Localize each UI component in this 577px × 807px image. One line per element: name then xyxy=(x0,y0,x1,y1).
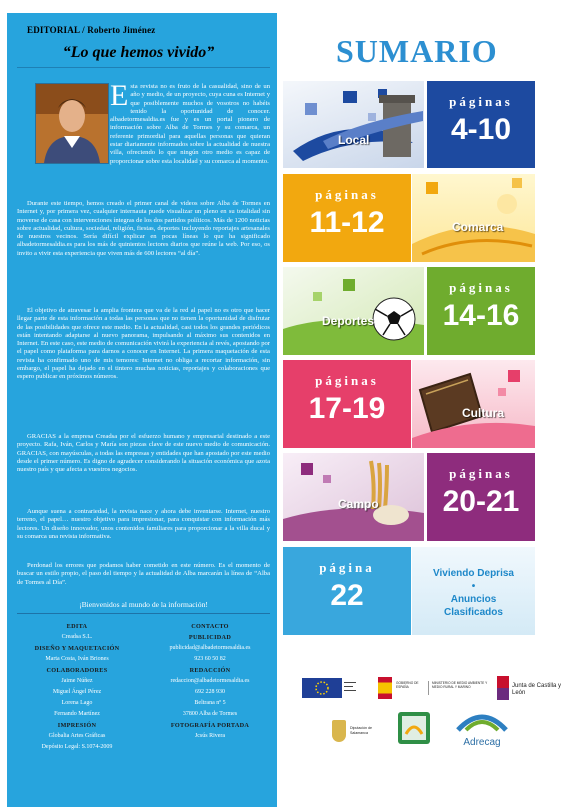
editorial-text-p1 xyxy=(17,79,270,166)
leader-logo xyxy=(398,712,430,744)
diputacion-logo: Diputación de Salamanca xyxy=(350,726,372,735)
paginas-label: páginas xyxy=(449,466,513,481)
paragraph-1: sta revista no es fruto de la casualidad, sino de un año y medio, de un proyecto, cuya cuna es Internet y que posiblemente muchos de vosotros no habéis tenido la oportunidad de conocer. albadetormesaldia.es fue y es un portal pionero de información sobre Alba de Tormes y su comarca, un referente primordial para aquellas personas que quieran estar diariamente informados sobre la actualidad de nuestra villa, ofreciendo lo que ningún otro medio es capaz de proporcionar sobre esta localidad y su comarca al momento. xyxy=(110,83,270,165)
paragraph-3: El objetivo de atravesar la amplia frontera que va de la red al papel no es otro que hacer llegar parte de esta información a todas las personas que no tienen la oportunidad de disfrutar de las posibilidades que ofrece este medio. En la actualidad, casi todos los grandes periódicos están intentando adaptarse al nuevo panorama, impulsando al máximo sus contenidos en Internet. En este caso, este medio de comunicación vivirá la experiencia al revés, apostando por el papel como plataforma para darnos a conocer en Internet. La primera maquetación de esta revista ha confirmado uno de mis temores: Internet no obliga a recortar información, sin embargo, el papel ha dejado en el tintero muchas noticias, reportajes y colaboraciones que espero publicar en próximos números. xyxy=(17,307,270,381)
credit-line: publicidad@albadetormesaldia.es xyxy=(169,645,251,651)
paragraph-6: Perdonad los errores que podamos haber cometido en este número. Es el momento de buscar un estilo propio, el paso del tiempo y la actualidad de Alba marcarán la línea de “Alba de Tormes al Día”. xyxy=(17,562,270,586)
label-clasificados: Viviendo Deprisa • Anuncios Clasificados xyxy=(433,568,514,618)
credit-heading: IMPRESIÓN xyxy=(57,722,97,729)
image-deportes xyxy=(283,267,424,355)
credit-heading: PUBLICIDAD xyxy=(188,634,232,641)
credit-line: 692 228 930 xyxy=(195,689,225,695)
feader-logo: ▬▬▬▬ ▬▬▬ ▬▬▬▬ xyxy=(344,680,356,692)
page-range: 22 xyxy=(330,579,364,612)
credit-line: Globalia Artes Gráficas xyxy=(48,733,106,739)
paginas-label: página xyxy=(319,560,375,575)
label-comarca: Comarca xyxy=(452,220,504,234)
ministerio-logo: MINISTERIO DE MEDIO AMBIENTE Y MEDIO RURAL Y MARINO xyxy=(428,681,496,695)
label-deportes: Deportes xyxy=(322,314,375,328)
credit-line: Depósito Legal: S.1074-2009 xyxy=(41,744,113,750)
credit-heading: COLABORADORES xyxy=(46,667,108,674)
credit-heading: CONTACTO xyxy=(191,623,229,630)
image-cultura xyxy=(412,360,535,448)
credit-line: Creadsa S.L. xyxy=(61,634,93,640)
diputacion-shield-logo xyxy=(332,720,346,742)
clasificados-box xyxy=(412,547,535,635)
credit-line: 923 60 50 82 xyxy=(194,656,226,662)
credit-heading: REDACCIÓN xyxy=(189,667,231,674)
credit-line: Marta Costa, Iván Briones xyxy=(45,656,109,662)
image-local xyxy=(283,81,424,168)
credit-line: 37800 Alba de Tormes xyxy=(182,711,238,717)
tile-cultura[interactable] xyxy=(283,360,411,448)
image-comarca xyxy=(412,174,535,262)
tile-clasificados[interactable] xyxy=(283,547,411,635)
adrecag-text: Adrecag xyxy=(463,737,501,748)
label-local: Local xyxy=(338,133,370,147)
credits-right xyxy=(150,621,270,742)
paginas-label: páginas xyxy=(315,187,379,202)
tile-comarca[interactable] xyxy=(283,174,411,262)
welcome-line: ¡Bienvenidos al mundo de la información! xyxy=(79,600,208,609)
page-range: 4-10 xyxy=(450,113,512,146)
paginas-label: páginas xyxy=(449,94,513,109)
credit-line: redaccion@albadetormesaldia.es xyxy=(170,678,250,684)
sumario-title: SUMARIO xyxy=(336,33,498,69)
paragraph-5: Aunque suena a contrariedad, la revista nace y ahora debe inventarse. Internet, nuestro terreno, el papel… nuestro objetivo para impresionar, para conquistar con información más lectores. Un diseño innovador, unos contenidos familiares para proporcionar a la villa ducal y su comarca una revista informativa. xyxy=(17,508,270,540)
page-range: 20-21 xyxy=(442,485,520,518)
gobierno-logo: GOBIERNO DE ESPAÑA xyxy=(396,681,419,689)
credit-heading: DISEÑO Y MAQUETACIÓN xyxy=(34,645,120,652)
credit-line: Beltrana nº 5 xyxy=(194,700,226,706)
divider xyxy=(17,67,270,68)
page-range: 14-16 xyxy=(442,299,520,332)
spain-shield-logo xyxy=(378,677,392,699)
credit-heading: EDITA xyxy=(66,623,88,630)
tile-campo[interactable] xyxy=(427,453,535,541)
credit-line: Lorena Lago xyxy=(61,700,93,706)
paragraph-4: GRACIAS a la empresa Creadsa por el esfuerzo humano y empresarial destinado a este proyecto. Rafa, Iván, Carlos y María son piezas clave de este nuevo medio de comunicación. GRACIAS, con mayúsculas, a todas las empresas y entidades que han apostado por este medio desde el primer número. Es digno de agradecer considerando la situación económica que azota nuestro país y que afecta a vuestros negocios. xyxy=(17,433,270,474)
divider xyxy=(17,613,270,614)
editorial-header: EDITORIAL / Roberto Jiménez xyxy=(27,25,156,35)
paragraph-2: Durante este tiempo, hemos creado el primer canal de videos sobre Alba de Tormes en Internet y, por primera vez, cualquier internauta puede visualizar un pleno en su totalidad sin moverse de casa con intervenciones íntegras de los dos partidos políticos. Más de 1200 noticias sobre actualidad, cultura, sociedad, religión, fiestas, deportes incluyendo reportajes artesanales de nuestros vecinos. Sería difícil explicar en pocas líneas lo que ha significado albadetormesaldia.es para los más de quinientos lectores diarios que reúne la web. Por eso, os invito a vivir esta experiencia que viven más de 600 lectores “al día”. xyxy=(17,200,270,257)
editorial-title: “Lo que hemos vivido” xyxy=(62,44,215,61)
credit-line: Jaime Núñez xyxy=(61,678,93,684)
credit-line: Miguel Ángel Pérez xyxy=(52,689,102,695)
credits-left xyxy=(17,621,137,753)
credit-line: Fernando Martínez xyxy=(54,711,100,717)
paginas-label: páginas xyxy=(449,280,513,295)
tile-local[interactable] xyxy=(427,81,535,168)
junta-logo: Junta de Castilla y León xyxy=(512,683,562,696)
page-range: 11-12 xyxy=(309,206,385,239)
junta-shield-logo xyxy=(497,676,509,700)
tile-deportes[interactable] xyxy=(427,267,535,355)
credit-heading: FOTOGRAFÍA PORTADA xyxy=(170,722,250,729)
label-cultura: Cultura xyxy=(462,406,504,420)
page-range: 17-19 xyxy=(308,392,386,425)
adrecag-logo xyxy=(452,710,512,750)
eu-flag-logo xyxy=(302,678,342,698)
paginas-label: páginas xyxy=(315,373,379,388)
drop-cap: E xyxy=(110,79,129,112)
label-campo: Campo xyxy=(338,497,379,511)
credit-line: Jcsús Rivera xyxy=(194,733,226,739)
